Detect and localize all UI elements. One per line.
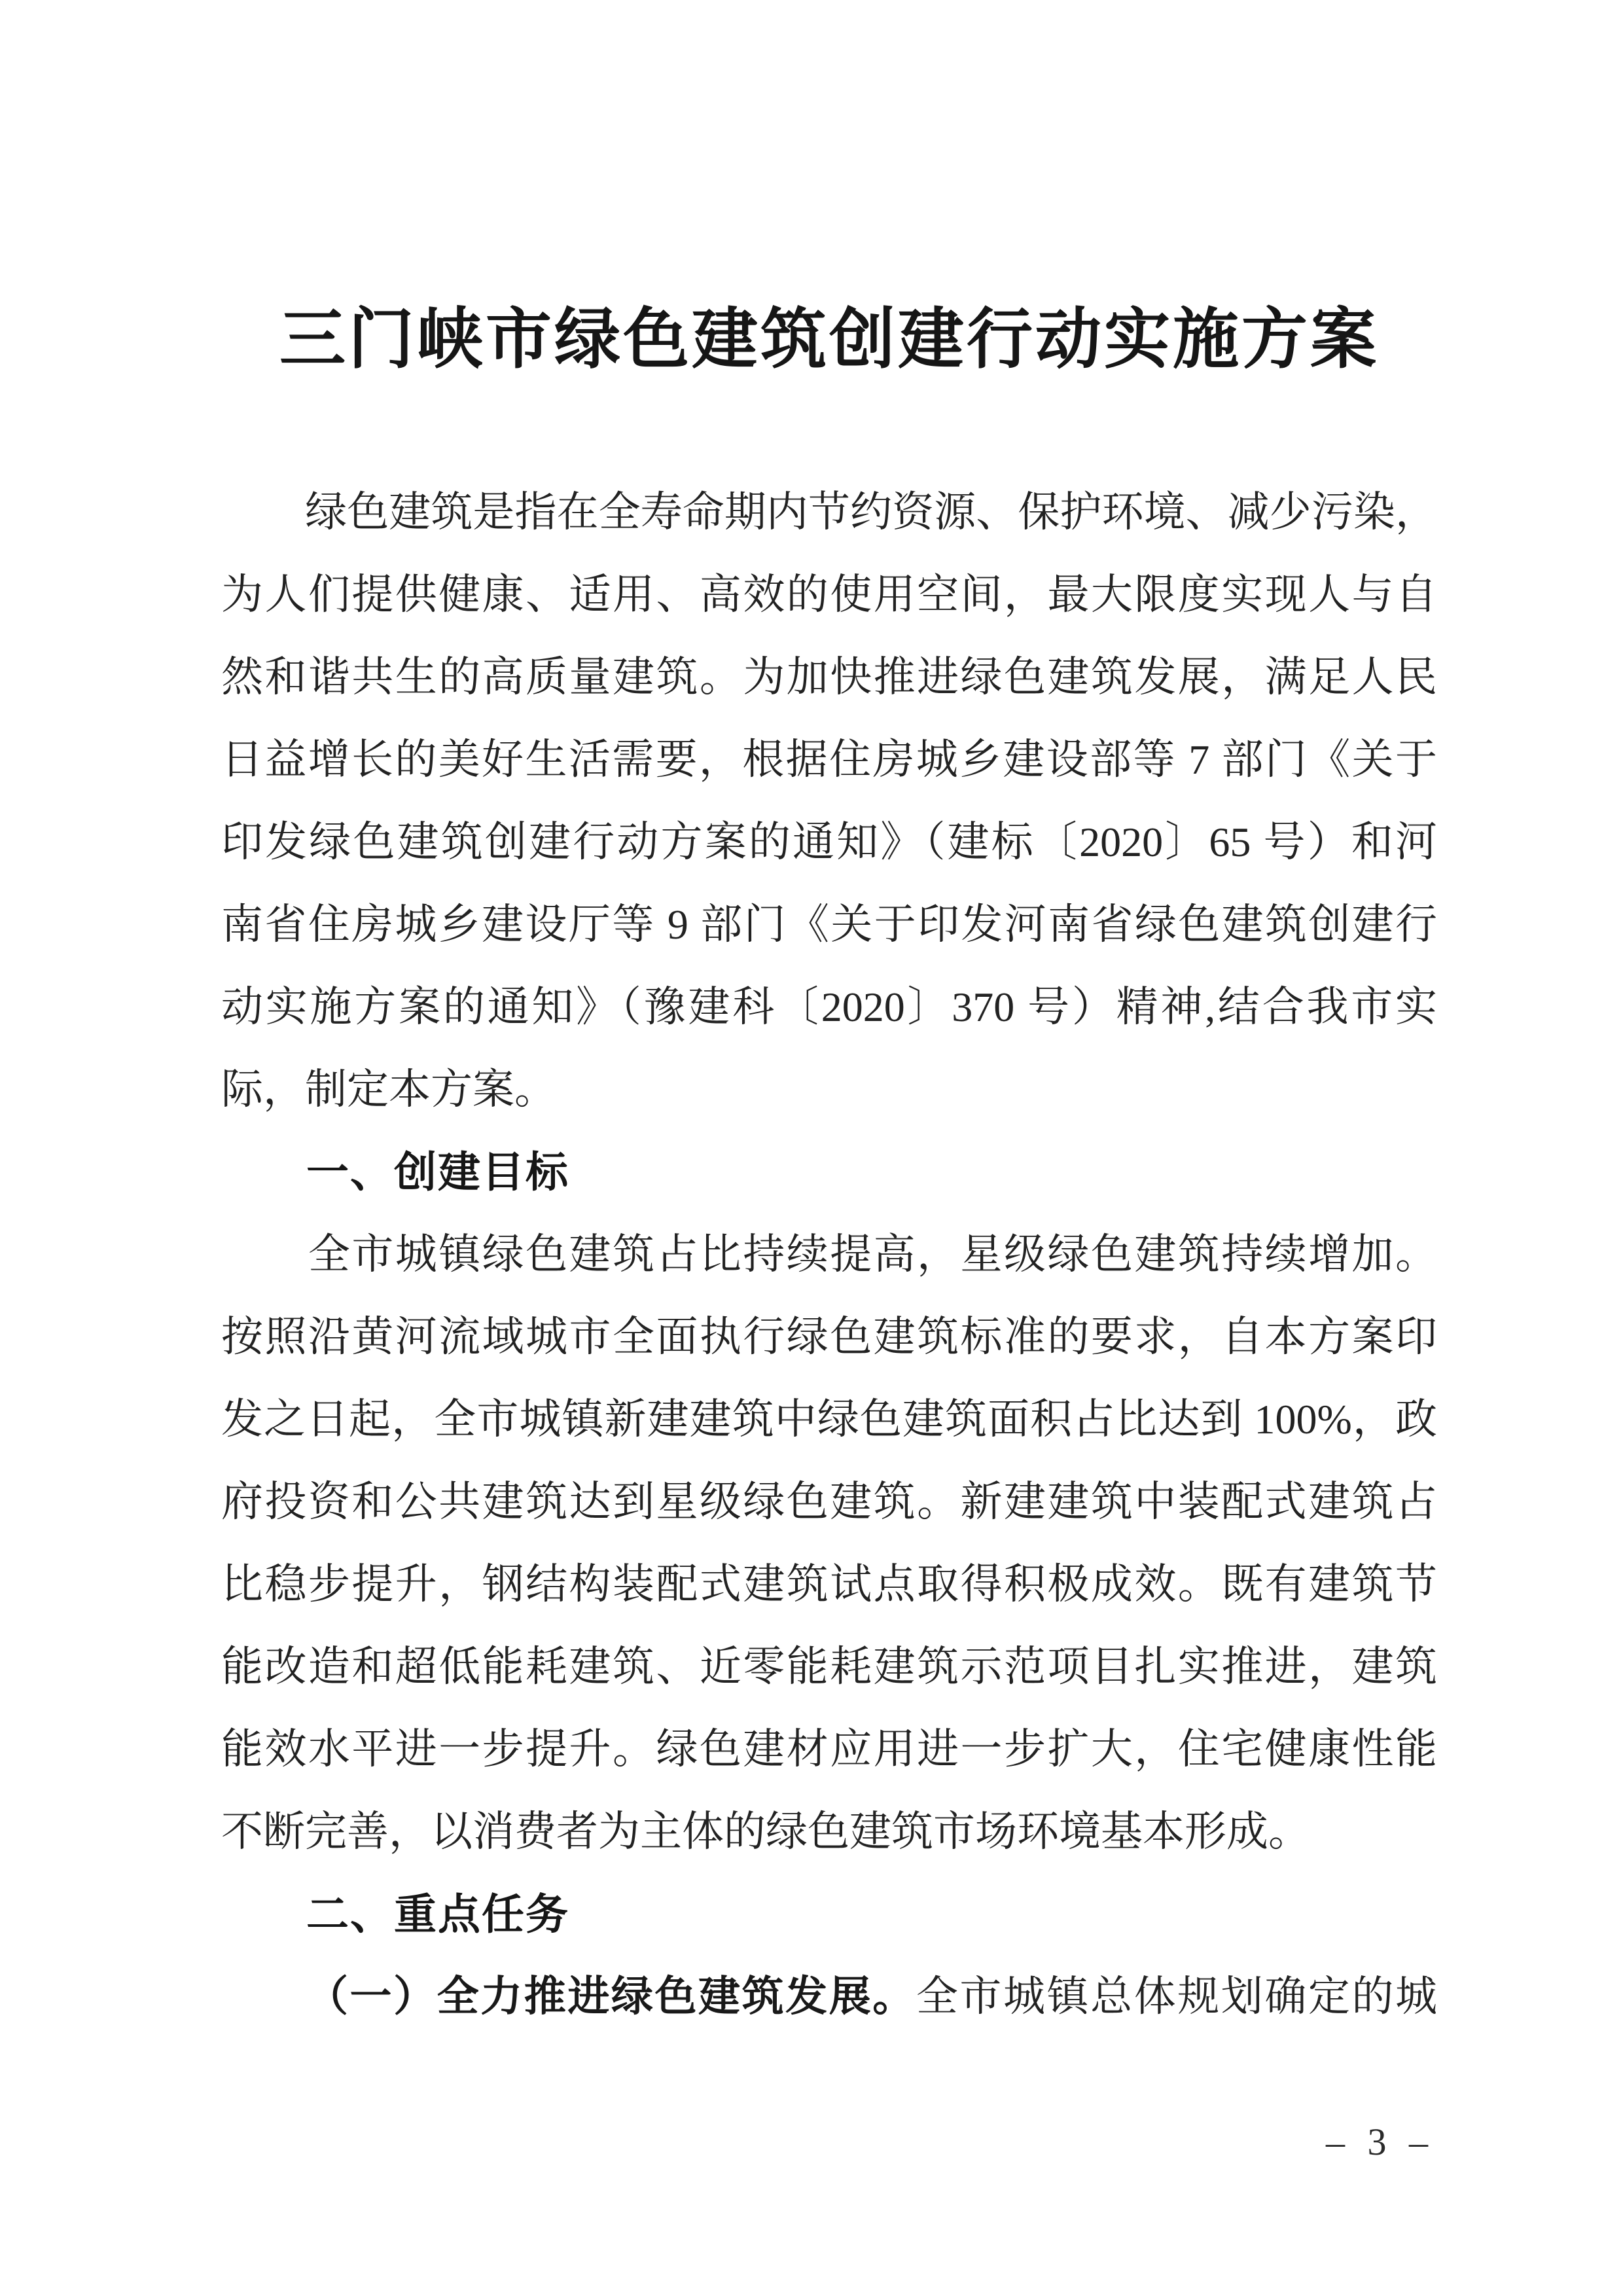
text-line: 府投资和公共建筑达到星级绿色建筑。新建建筑中装配式建筑占: [221, 1479, 1437, 1525]
section-heading-goals: 一、创建目标: [306, 1148, 570, 1196]
text-line: 能效水平进一步提升。绿色建材应用进一步扩大，住宅健康性能: [221, 1726, 1437, 1772]
intro-paragraph: [221, 471, 1437, 1131]
text-line: 不断完善，以消费者为主体的绿色建筑市场环境基本形成。: [221, 1808, 1310, 1855]
task-1-lead: （一）全力推进绿色建筑发展。: [306, 1973, 916, 2020]
page-number: – 3 –: [1326, 2121, 1435, 2163]
document-body: [221, 471, 1437, 2038]
text-line: 动实施方案的通知》（豫建科〔2020〕370 号）精神,结合我市实: [221, 984, 1437, 1030]
text-line: 全市城镇绿色建筑占比持续提高，星级绿色建筑持续增加。: [221, 1231, 1437, 1278]
text-line: 比稳步提升，钢结构装配式建筑试点取得积极成效。既有建筑节: [221, 1561, 1437, 1607]
text-line: 能改造和超低能耗建筑、近零能耗建筑示范项目扎实推进，建筑: [221, 1643, 1437, 1690]
text-line: 然和谐共生的高质量建筑。为加快推进绿色建筑发展，满足人民: [221, 654, 1437, 700]
task-1-paragraph: [221, 1956, 1437, 2038]
text-line: 印发绿色建筑创建行动方案的通知》（建标〔2020〕65 号）和河: [221, 819, 1437, 865]
document-title: 三门峡市绿色建筑创建行动实施方案: [279, 303, 1379, 376]
text-line: 南省住房城乡建设厅等 9 部门《关于印发河南省绿色建筑创建行: [221, 901, 1437, 948]
text-line: 按照沿黄河流域城市全面执行绿色建筑标准的要求，自本方案印: [221, 1314, 1437, 1360]
goals-paragraph: [221, 1213, 1437, 1873]
text-line: 发之日起，全市城镇新建建筑中绿色建筑面积占比达到 100%，政: [221, 1396, 1437, 1443]
section-heading-tasks: 二、重点任务: [306, 1890, 570, 1938]
text-line: 际，制定本方案。: [221, 1066, 556, 1113]
text-line: 绿色建筑是指在全寿命期内节约资源、保护环境、减少污染，: [221, 489, 1437, 535]
text-line: 日益增长的美好生活需要，根据住房城乡建设部等 7 部门《关于: [221, 736, 1437, 783]
page-content: [221, 0, 1437, 2038]
task-1-text: 全市城镇总体规划确定的城: [916, 1973, 1438, 2020]
text-line: 为人们提供健康、适用、高效的使用空间，最大限度实现人与自: [221, 571, 1437, 618]
